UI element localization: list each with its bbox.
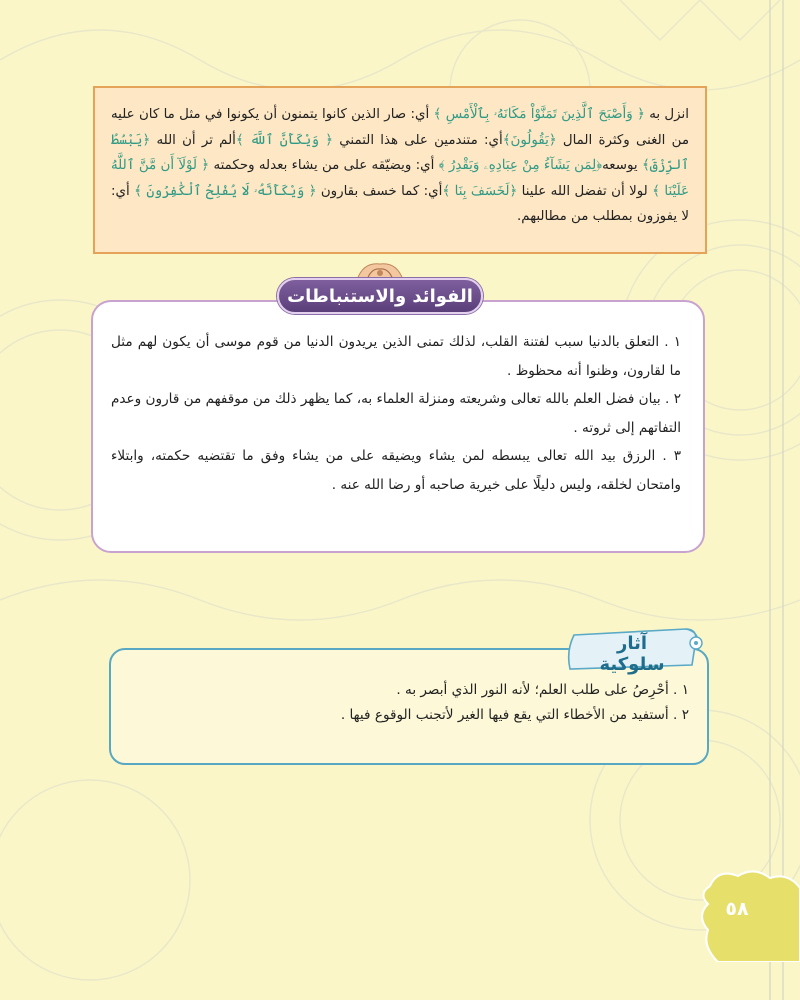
- behavior-item: ١ . أحْرِصُ على طلب العلم؛ لأنه النور الذي أبصر به .: [396, 682, 689, 698]
- quran-verse: ﴿لِمَن يَشَآءُ مِنْ عِبَادِهِۦ وَيَقْدِرُ ﴾: [438, 158, 603, 173]
- quran-verse: ﴿يَبْسُطُ ٱلرِّزْقَ﴾: [111, 132, 690, 173]
- tafsir-text: ألم تر أن الله: [150, 132, 236, 148]
- quran-verse: ﴿ وَيْكَأَنَّهُۥ لَا يُفْلِحُ ٱلْكَٰفِرُونَ ﴾: [134, 183, 317, 199]
- benefit-item: ٢ . بيان فضل العلم بالله تعالى وشريعته ومنزلة العلماء به، كما يظهر ذلك من موقفهم من قارون وعدم التفاتهم إلى ثروته .: [111, 391, 681, 436]
- tafsir-text: يوسعه: [602, 158, 642, 173]
- benefits-title: الفوائد والاستنباطات: [277, 278, 483, 314]
- tafsir-text: أي: لا يفوزون بمطلب من مطالبهم.: [111, 183, 689, 224]
- tafsir-text: أي: ويضيّقه على من يشاء بعدله وحكمته: [209, 158, 439, 173]
- quran-verse: ﴿يَقُولُونَ﴾: [502, 132, 557, 148]
- quran-verse: ﴿لَخَسَفَ بِنَا ﴾: [442, 183, 518, 199]
- benefits-title-badge: [277, 278, 483, 314]
- behavior-title: آثار سلوكية: [599, 633, 665, 675]
- tafsir-paragraph: [111, 102, 689, 230]
- quran-verse: ﴿ وَأَصْبَحَ ٱلَّذِينَ تَمَنَّوْاْ مَكَانَهُۥ بِٱلْأَمْسِ ﴾: [433, 107, 645, 122]
- tafsir-box: [93, 86, 707, 254]
- tafsir-text: أي: صار الذين كانوا يتمنون أن يكونوا في مثل ما كان عليه من الغنى وكثرة المال: [111, 107, 689, 148]
- quran-verse: ﴿ لَوْلَآ أَن مَّنَّ ٱللَّهُ عَلَيْنَا ﴾: [111, 158, 689, 199]
- tafsir-text: لولا أن تفضل الله علينا: [517, 183, 653, 199]
- benefit-item: ١ . التعلق بالدنيا سبب لفتنة القلب، لذلك تمنى الذين يريدون الدنيا من قوم موسى أن يكون لهم مثل ما لقارون، وظنوا أنه محظوظ .: [111, 334, 681, 379]
- tafsir-text: أي: كما خسف بقارون: [316, 183, 443, 199]
- behavior-title-badge: [564, 625, 706, 675]
- benefits-box: [91, 300, 705, 553]
- page-number: ٥٨: [725, 898, 749, 920]
- tafsir-text: أي: متندمين على هذا التمني: [333, 132, 503, 148]
- page-number-badge: [698, 866, 800, 962]
- benefit-item: ٣ . الرزق بيد الله تعالى يبسطه لمن يشاء ويضيقه على من يشاء وفق ما تقتضيه حكمته، وابتلاء وامتحان لخلقه، وليس دليلًا على خيرية صاحبه أو رضا الله عنه .: [111, 448, 681, 493]
- quran-verse: ﴿ وَيْكَأَنَّ ٱللَّهَ ﴾: [235, 132, 334, 148]
- behavior-item: ٢ . أستفيد من الأخطاء التي يقع فيها الغير لأتجنب الوقوع فيها .: [340, 707, 689, 723]
- tafsir-text: انزل به: [644, 107, 689, 122]
